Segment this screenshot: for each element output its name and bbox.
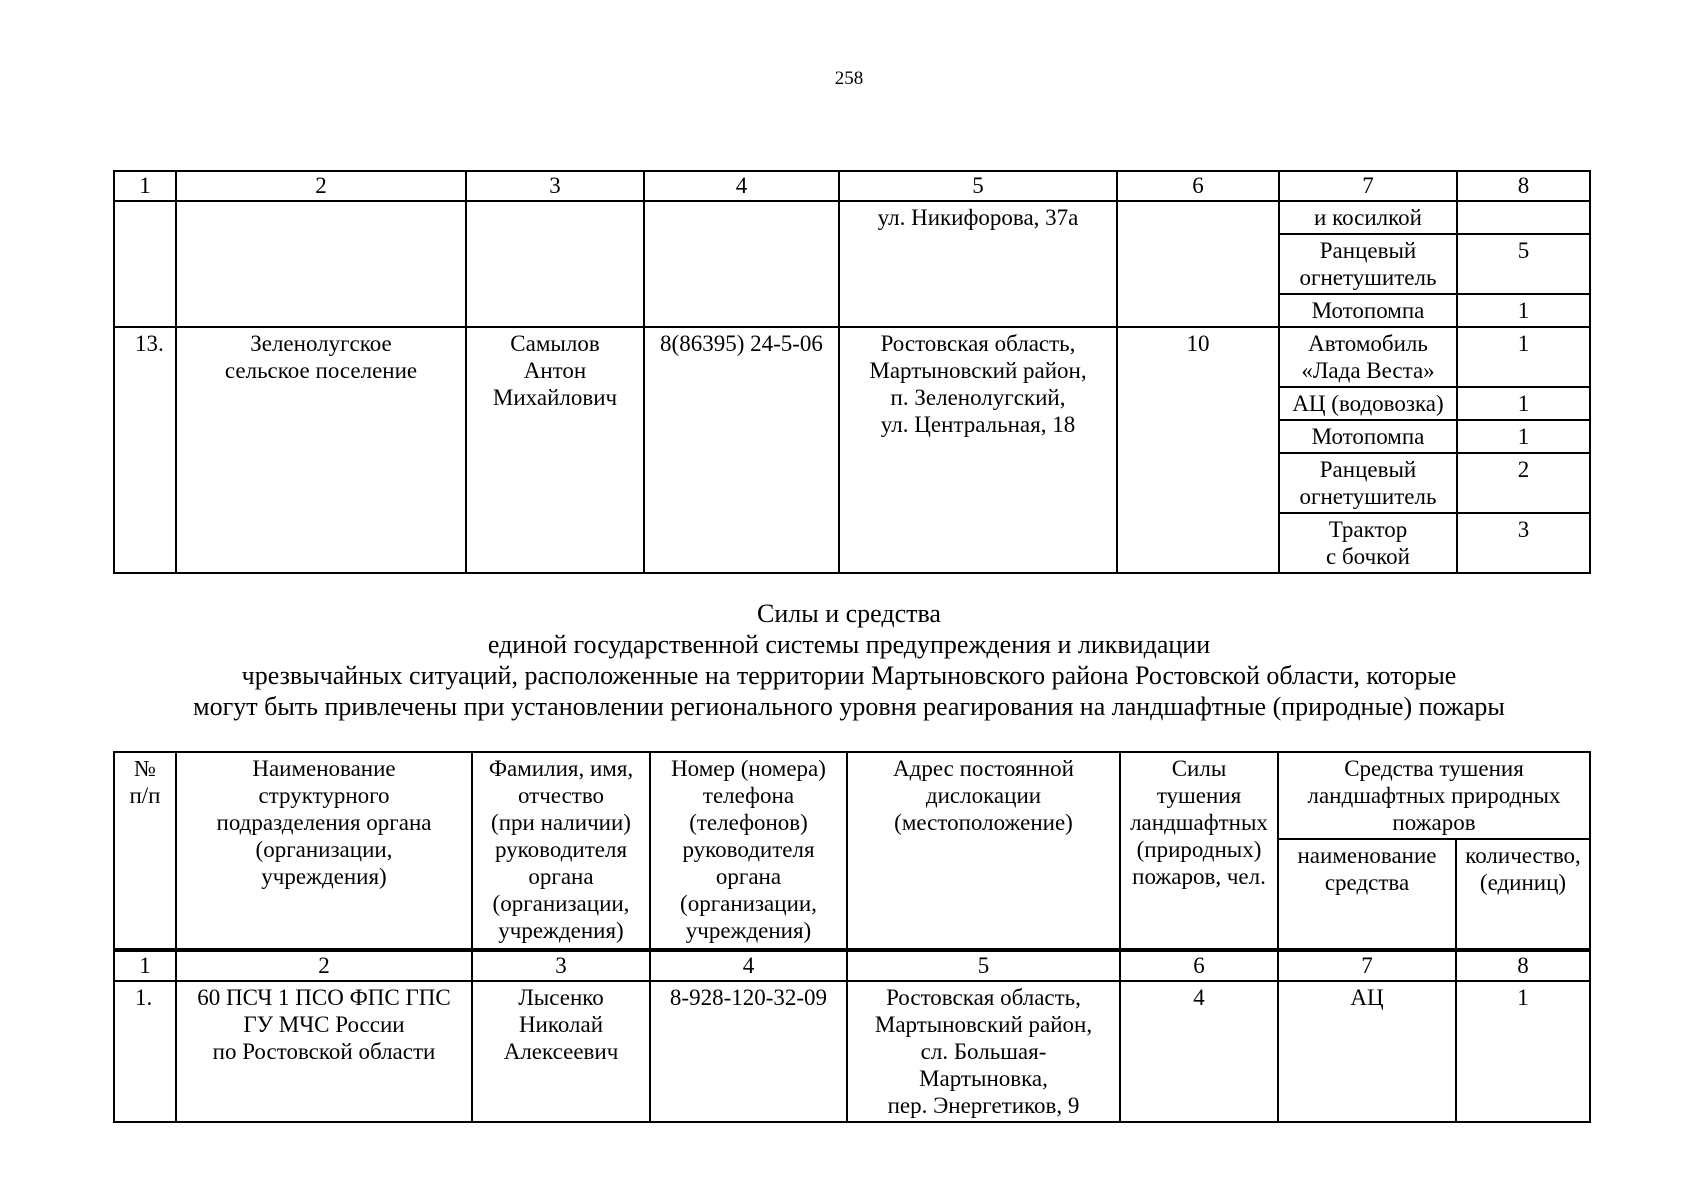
equipment-name: и косилкой	[1279, 201, 1457, 234]
header-head	[472, 752, 650, 950]
table-row	[114, 981, 1590, 1122]
address-line: Мартыновка,	[919, 1066, 1048, 1091]
address-line: Ростовская область,	[880, 331, 1076, 356]
equipment-qty: 1	[1457, 294, 1590, 327]
equipment-line: огнетушитель	[1299, 484, 1437, 509]
address-line: п. Зеленолугский,	[890, 385, 1066, 410]
cell-name	[176, 981, 472, 1122]
address-line: ул. Центральная, 18	[880, 412, 1076, 437]
name-line: 60 ПСЧ 1 ПСО ФПС ГПС	[197, 985, 451, 1010]
header-line: отчество	[517, 783, 605, 808]
cell-num: 1.	[114, 981, 176, 1122]
header-line: средства	[1324, 870, 1410, 895]
header-line: (единиц)	[1479, 870, 1567, 895]
equipment-name	[1279, 387, 1457, 420]
equipment-line: АЦ (водовозка)	[1292, 391, 1444, 416]
equipment-name	[1279, 453, 1457, 513]
cell-phone: 8-928-120-32-09	[650, 981, 847, 1122]
continued-table	[113, 170, 1591, 574]
header-line: учреждения)	[261, 864, 387, 889]
header-line: органа	[715, 864, 782, 889]
cell-forces	[1117, 201, 1279, 327]
address-line: сл. Большая-	[920, 1039, 1047, 1064]
cell-num	[114, 201, 176, 327]
equipment-name	[1279, 420, 1457, 453]
header-num	[114, 752, 176, 950]
equipment-name: АЦ	[1278, 981, 1456, 1122]
header-line: (организации,	[680, 891, 817, 916]
header-line: руководителя	[682, 837, 815, 862]
table-row	[114, 201, 1590, 234]
cell-num: 13.	[114, 327, 176, 573]
column-number: 4	[644, 171, 839, 201]
column-number-row	[114, 171, 1590, 201]
cell-name	[176, 327, 466, 573]
equipment-qty: 1	[1457, 327, 1590, 387]
header-line: (при наличии)	[491, 810, 631, 835]
head-line: Самылов	[510, 331, 600, 356]
header-line: структурного	[258, 783, 390, 808]
section-title	[0, 598, 1698, 722]
header-line: Фамилия, имя,	[488, 756, 634, 781]
header-line: Силы	[1171, 756, 1227, 781]
equipment-line: «Лада Веста»	[1301, 358, 1435, 383]
header-line: наименование	[1297, 843, 1437, 868]
equipment-line: Автомобиль	[1308, 331, 1428, 356]
equipment-qty: 1	[1457, 420, 1590, 453]
head-line: Михайлович	[492, 385, 618, 410]
cell-address	[839, 327, 1117, 573]
title-line: Силы и средства	[757, 599, 941, 628]
address-line: Мартыновский район,	[874, 1012, 1093, 1037]
forces-table	[113, 751, 1591, 1123]
equipment-qty: 5	[1457, 234, 1590, 294]
address-line: ул. Никифорова, 37а	[877, 205, 1079, 230]
header-means	[1278, 752, 1590, 839]
cell-head	[466, 201, 644, 327]
name-line: ГУ МЧС России	[243, 1012, 405, 1037]
cell-address	[839, 201, 1117, 327]
title-line: чрезвычайных ситуаций, расположенные на территории Мартыновского района Ростовской области, которые	[241, 661, 1457, 690]
equipment-name	[1279, 513, 1457, 573]
equipment-qty: 3	[1457, 513, 1590, 573]
equipment-qty: 1	[1456, 981, 1590, 1122]
equipment-name: Мотопомпа	[1279, 294, 1457, 327]
equipment-qty: 1	[1457, 387, 1590, 420]
header-address	[847, 752, 1120, 950]
header-line: органа	[528, 864, 594, 889]
cell-address	[847, 981, 1120, 1122]
page-number: 258	[834, 68, 864, 89]
cell-name	[176, 201, 466, 327]
column-number: 6	[1117, 171, 1279, 201]
header-phone	[650, 752, 847, 950]
name-line: по Ростовской области	[212, 1039, 436, 1064]
address-line: Мартыновский район,	[869, 358, 1087, 383]
header-line: пожаров, чел.	[1132, 864, 1266, 889]
title-line: могут быть привлечены при установлении регионального уровня реагирования на ландшафтные (природные) пожары	[193, 692, 1505, 721]
header-line: дислокации	[925, 783, 1042, 808]
column-number: 3	[472, 950, 650, 981]
header-line: руководителя	[494, 837, 628, 862]
equipment-line: Мотопомпа	[1311, 424, 1425, 449]
header-line: подразделения органа	[216, 810, 432, 835]
head-line: Антон	[523, 358, 587, 383]
address-line: Ростовская область,	[886, 985, 1081, 1010]
column-number-row	[114, 950, 1590, 981]
header-line: учреждения)	[498, 918, 624, 943]
header-means-name	[1278, 839, 1456, 950]
header-line: пожаров	[1392, 810, 1476, 835]
column-number: 2	[176, 171, 466, 201]
header-line: №	[134, 756, 156, 781]
cell-head	[472, 981, 650, 1122]
header-line: Средства тушения	[1344, 756, 1524, 781]
header-line: Наименование	[252, 756, 396, 781]
head-line: Лысенко	[518, 985, 604, 1010]
header-row	[114, 752, 1590, 839]
column-number: 4	[650, 950, 847, 981]
address-line: пер. Энергетиков, 9	[887, 1093, 1080, 1118]
cell-forces: 10	[1117, 327, 1279, 573]
header-line: телефона	[702, 783, 795, 808]
header-line: (природных)	[1136, 837, 1262, 862]
table-row	[114, 327, 1590, 387]
name-text: Зеленолугское сельское поселение	[224, 331, 418, 383]
equipment-line: Трактор	[1328, 517, 1408, 542]
cell-phone	[644, 201, 839, 327]
cell-forces: 4	[1120, 981, 1278, 1122]
column-number: 1	[114, 171, 176, 201]
column-number: 7	[1278, 950, 1456, 981]
equipment-name	[1279, 327, 1457, 387]
column-number: 8	[1457, 171, 1590, 201]
equipment-line: с бочкой	[1326, 544, 1410, 569]
header-line: Адрес постоянной	[893, 756, 1074, 781]
header-line: ландшафтных природных	[1307, 783, 1561, 808]
head-line: Алексеевич	[503, 1039, 619, 1064]
column-number: 3	[466, 171, 644, 201]
column-number: 6	[1120, 950, 1278, 981]
equipment-line: Ранцевый	[1319, 457, 1417, 482]
column-number: 7	[1279, 171, 1457, 201]
header-line: тушения	[1156, 783, 1242, 808]
column-number: 5	[847, 950, 1120, 981]
equipment-qty	[1457, 201, 1590, 234]
equipment-qty: 2	[1457, 453, 1590, 513]
head-line: Николай	[518, 1012, 604, 1037]
header-line: (организации,	[255, 837, 393, 862]
header-forces	[1120, 752, 1278, 950]
equipment-name: Ранцевый огнетушитель	[1279, 234, 1457, 294]
title-line: единой государственной системы предупреждения и ликвидации	[487, 630, 1211, 659]
header-line: п/п	[129, 783, 161, 808]
cell-phone: 8(86395) 24-5-06	[644, 327, 839, 573]
header-name	[176, 752, 472, 950]
column-number: 8	[1456, 950, 1590, 981]
header-line: (телефонов)	[689, 810, 808, 835]
column-number: 5	[839, 171, 1117, 201]
column-number: 1	[114, 950, 176, 981]
header-line: (местоположение)	[894, 810, 1073, 835]
header-line: ландшафтных	[1130, 810, 1268, 835]
header-means-qty	[1456, 839, 1590, 950]
header-line: учреждения)	[685, 918, 812, 943]
header-line: (организации,	[492, 891, 630, 916]
cell-head	[466, 327, 644, 573]
column-number: 2	[176, 950, 472, 981]
header-line: количество,	[1465, 843, 1581, 868]
header-line: Номер (номера)	[671, 756, 826, 781]
